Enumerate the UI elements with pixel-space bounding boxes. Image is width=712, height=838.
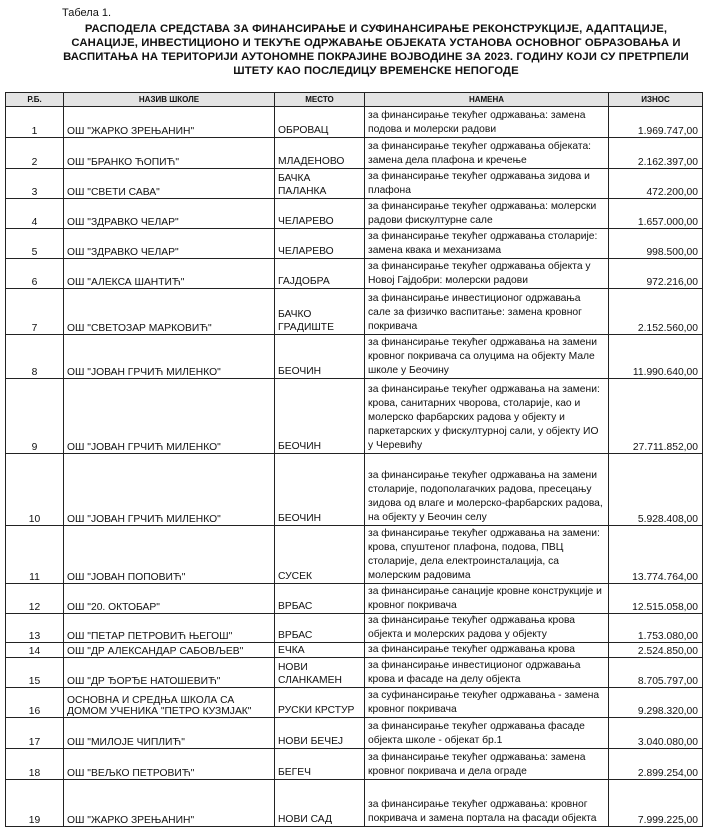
amount: 9.298.320,00 (609, 688, 703, 718)
row-number: 16 (6, 688, 64, 718)
amount: 2.162.397,00 (609, 138, 703, 169)
purpose: за финансирање текућег одржавања објекта у Новој Гајдобри: молерски радови (365, 259, 609, 289)
row-number: 6 (6, 259, 64, 289)
amount: 1.753.080,00 (609, 614, 703, 643)
header-purpose: НАМЕНА (365, 93, 609, 107)
amount: 12.515.058,00 (609, 584, 703, 614)
purpose: за финансирање текућег одржавања на замени столарије, подополагачких радова, пресецању зидова од влаге и молерско-фарбарских радова, на објекту у Беочин селу (365, 454, 609, 526)
table-row (6, 658, 703, 688)
purpose: за финансирање текућег одржавања крова (365, 643, 609, 658)
table-row (6, 169, 703, 199)
amount: 1.657.000,00 (609, 199, 703, 229)
amount: 27.711.852,00 (609, 379, 703, 454)
amount: 972.216,00 (609, 259, 703, 289)
place: ЕЧКА (275, 643, 365, 658)
header-place: МЕСТО (275, 93, 365, 107)
school-name: ОШ "ЈОВАН ГРЧИЋ МИЛЕНКО" (64, 379, 275, 454)
table-row (6, 688, 703, 718)
amount: 998.500,00 (609, 229, 703, 259)
purpose: за финансирање текућег одржавања столарије: замена квака и механизама (365, 229, 609, 259)
school-name: ОШ "ДР ЂОРЂЕ НАТОШЕВИЋ" (64, 658, 275, 688)
document-title: РАСПОДЕЛА СРЕДСТАВА ЗА ФИНАНСИРАЊЕ И СУФИНАНСИРАЊЕ РЕКОНСТРУКЦИЈЕ, АДАПТАЦИЈЕ, САНАЦИЈЕ, ИНВЕСТИЦИОНО И ТЕКУЋЕ ОДРЖАВАЊЕ ОБЈЕКАТА УСТАНОВА ОСНОВНОГ ОБРАЗОВАЊА И ВАСПИТАЊА НА ТЕРИТОРИЈИ АУТОНОМНЕ ПОКРАЈИНЕ ВОЈВОДИНЕ ЗА 2023. ГОДИНУ КОЈИ СУ ПРЕТРПЕЛИ ШТЕТУ КАО ПОСЛЕДИЦУ ВРЕМЕНСКЕ НЕПОГОДЕ (63, 23, 689, 77)
table-row (6, 289, 703, 335)
header-rb: Р.Б. (6, 93, 64, 107)
place: БЕГЕЧ (275, 749, 365, 780)
amount: 2.899.254,00 (609, 749, 703, 780)
purpose: за финансирање текућег одржавања зидова и плафона (365, 169, 609, 199)
place: НОВИ СЛАНКАМЕН (275, 658, 365, 688)
table-body (6, 107, 703, 827)
school-name: ОШ "ЖАРКО ЗРЕЊАНИН" (64, 107, 275, 138)
school-name: ОШ "ЈОВАН ГРЧИЋ МИЛЕНКО" (64, 335, 275, 379)
purpose: за финансирање текућег одржавања: кровног покривача и замена портала на фасади објекта (365, 780, 609, 827)
row-number: 18 (6, 749, 64, 780)
amount: 13.774.764,00 (609, 526, 703, 584)
row-number: 10 (6, 454, 64, 526)
row-number: 4 (6, 199, 64, 229)
school-name: ОШ "АЛЕКСА ШАНТИЋ" (64, 259, 275, 289)
table-row (6, 229, 703, 259)
school-name: ОШ "20. ОКТОБАР" (64, 584, 275, 614)
place: МЛАДЕНОВО (275, 138, 365, 169)
table-row (6, 643, 703, 658)
place: ОБРОВАЦ (275, 107, 365, 138)
table-row (6, 199, 703, 229)
table-row (6, 259, 703, 289)
purpose: за финансирање текућег одржавања: молерски радови фискултурне сале (365, 199, 609, 229)
amount: 2.524.850,00 (609, 643, 703, 658)
row-number: 13 (6, 614, 64, 643)
amount: 11.990.640,00 (609, 335, 703, 379)
table-row (6, 454, 703, 526)
purpose: за финансирање текућег одржавања крова објекта и молерских радова у објекту (365, 614, 609, 643)
table-row (6, 749, 703, 780)
school-name: ОШ "СВЕТИ САВА" (64, 169, 275, 199)
purpose: за финансирање санације кровне конструкције и кровног покривача (365, 584, 609, 614)
purpose: за финансирање текућег одржавања фасаде објекта школе - објекат бр.1 (365, 718, 609, 749)
purpose: за финансирање текућег одржавања: замена подова и молерски радови (365, 107, 609, 138)
table-row (6, 107, 703, 138)
row-number: 7 (6, 289, 64, 335)
table-header-row (6, 93, 703, 107)
allocation-table (5, 92, 703, 827)
table-row (6, 718, 703, 749)
school-name: ОСНОВНА И СРЕДЊА ШКОЛА СА ДОМОМ УЧЕНИКА "ПЕТРО КУЗМЈАК" (64, 688, 275, 718)
place: БЕОЧИН (275, 454, 365, 526)
purpose: за финансирање текућег одржавања објеката: замена дела плафона и кречење (365, 138, 609, 169)
amount: 7.999.225,00 (609, 780, 703, 827)
place: БЕОЧИН (275, 379, 365, 454)
table-row (6, 780, 703, 827)
table-row (6, 526, 703, 584)
place: БАЧКО ГРАДИШТЕ (275, 289, 365, 335)
place: ВРБАС (275, 614, 365, 643)
row-number: 5 (6, 229, 64, 259)
school-name: ОШ "МИЛОЈЕ ЧИПЛИЋ" (64, 718, 275, 749)
row-number: 9 (6, 379, 64, 454)
purpose: за финансирање инвестиционог одржавања крова и фасаде на делу објекта (365, 658, 609, 688)
place: НОВИ САД (275, 780, 365, 827)
place: ВРБАС (275, 584, 365, 614)
amount: 472.200,00 (609, 169, 703, 199)
school-name: ОШ "ЈОВАН ПОПОВИЋ" (64, 526, 275, 584)
purpose: за финансирање текућег одржавања: замена кровног покривача и дела ограде (365, 749, 609, 780)
school-name: ОШ "ЗДРАВКО ЧЕЛАР" (64, 199, 275, 229)
row-number: 15 (6, 658, 64, 688)
school-name: ОШ "СВЕТОЗАР МАРКОВИЋ" (64, 289, 275, 335)
place: РУСКИ КРСТУР (275, 688, 365, 718)
table-row (6, 138, 703, 169)
amount: 2.152.560,00 (609, 289, 703, 335)
purpose: за финансирање инвестиционог одржавања сале за физичко васпитање: замена кровног покривача (365, 289, 609, 335)
school-name: ОШ "БРАНКО ЋОПИЋ" (64, 138, 275, 169)
row-number: 14 (6, 643, 64, 658)
place: СУСЕК (275, 526, 365, 584)
amount: 8.705.797,00 (609, 658, 703, 688)
school-name: ОШ "ЗДРАВКО ЧЕЛАР" (64, 229, 275, 259)
row-number: 17 (6, 718, 64, 749)
row-number: 1 (6, 107, 64, 138)
row-number: 11 (6, 526, 64, 584)
place: НОВИ БЕЧЕЈ (275, 718, 365, 749)
amount: 5.928.408,00 (609, 454, 703, 526)
place: ЧЕЛАРЕВО (275, 199, 365, 229)
school-name: ОШ "ЈОВАН ГРЧИЋ МИЛЕНКО" (64, 454, 275, 526)
purpose: за суфинансирање текућег одржавања - замена кровног покривача (365, 688, 609, 718)
school-name: ОШ "ЖАРКО ЗРЕЊАНИН" (64, 780, 275, 827)
school-name: ОШ "ДР АЛЕКСАНДАР САБОВЉЕВ" (64, 643, 275, 658)
amount: 1.969.747,00 (609, 107, 703, 138)
place: БАЧКА ПАЛАНКА (275, 169, 365, 199)
row-number: 19 (6, 780, 64, 827)
place: ГАЈДОБРА (275, 259, 365, 289)
place: БЕОЧИН (275, 335, 365, 379)
row-number: 2 (6, 138, 64, 169)
place: ЧЕЛАРЕВО (275, 229, 365, 259)
table-row (6, 584, 703, 614)
school-name: ОШ "ПЕТАР ПЕТРОВИЋ ЊЕГОШ" (64, 614, 275, 643)
school-name: ОШ "ВЕЉКО ПЕТРОВИЋ" (64, 749, 275, 780)
header-school: НАЗИВ ШКОЛЕ (64, 93, 275, 107)
table-row (6, 335, 703, 379)
row-number: 3 (6, 169, 64, 199)
row-number: 12 (6, 584, 64, 614)
table-row (6, 614, 703, 643)
table-row (6, 379, 703, 454)
row-number: 8 (6, 335, 64, 379)
purpose: за финансирање текућег одржавања на замени: крова, спуштеног плафона, подова, ПВЦ столарије, дела електроинсталација, са молерским радовима (365, 526, 609, 584)
purpose: за финансирање текућег одржавања на замени: крова, санитарних чворова, столарије, као и молерско фарбарских радова у објекту и паркетарских у фискултурној сали, у објекту ИО у Черевићу (365, 379, 609, 454)
purpose: за финансирање текућег одржавања на замени кровног покривача са олуцима на објекту Мале школе у Беочину (365, 335, 609, 379)
table-caption: Табела 1. (62, 7, 112, 19)
amount: 3.040.080,00 (609, 718, 703, 749)
header-amount: ИЗНОС (609, 93, 703, 107)
